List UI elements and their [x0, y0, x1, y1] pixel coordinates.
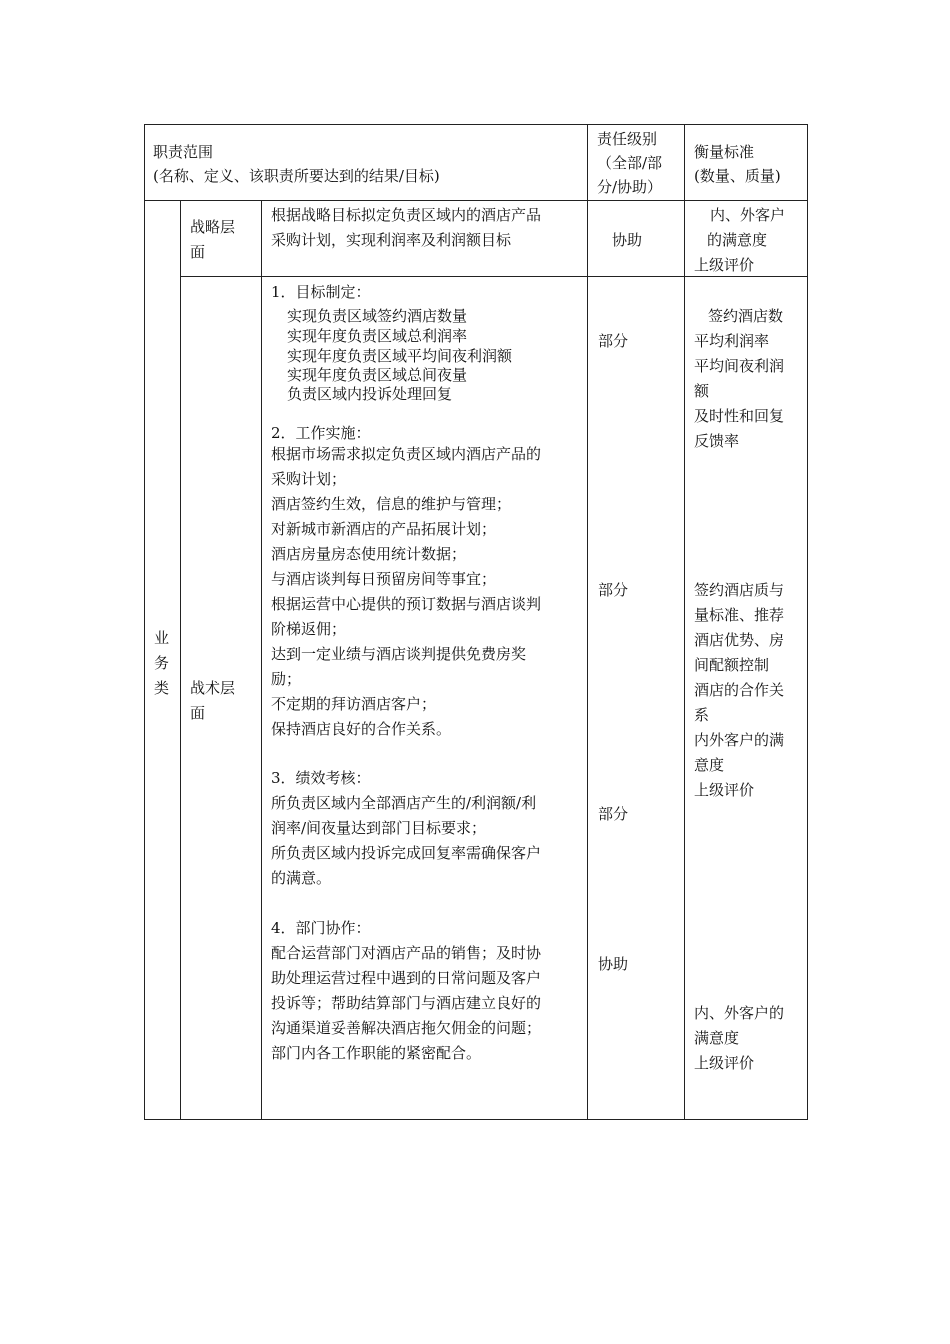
- section1-item: 实现负责区域签约酒店数量: [287, 307, 468, 325]
- strategy-description: 采购计划，实现利润率及利润额目标: [271, 231, 512, 249]
- section2-line: 阶梯返佣；: [271, 620, 347, 638]
- measure-item: 平均间夜利润: [694, 357, 785, 375]
- header-measure-title: 衡量标准: [694, 143, 755, 161]
- section4-line: 配合运营部门对酒店产品的销售；及时协: [271, 944, 542, 962]
- measure-item: 上级评价: [694, 1054, 755, 1072]
- responsibility-level: 部分: [598, 805, 629, 823]
- measure-item: 系: [694, 706, 710, 724]
- measure-item: 额: [694, 382, 710, 400]
- measure-item: 签约酒店质与: [694, 581, 785, 599]
- section4-line: 投诉等；帮助结算部门与酒店建立良好的: [271, 994, 542, 1012]
- measure-item: 反馈率: [694, 432, 740, 450]
- strategy-description: 根据战略目标拟定负责区域内的酒店产品: [271, 206, 542, 224]
- tactics-layer-label: 战术层: [190, 679, 236, 697]
- section1-item: 实现年度负责区域总利润率: [287, 327, 468, 345]
- section4-line: 部门内各工作职能的紧密配合。: [271, 1044, 482, 1062]
- col-divider-level: [587, 124, 588, 1120]
- section3-line: 的满意。: [271, 869, 332, 887]
- responsibility-level: 部分: [598, 332, 629, 350]
- section2-line: 不定期的拜访酒店客户；: [271, 695, 437, 713]
- section-title: 3．绩效考核：: [271, 769, 371, 787]
- header-level-subtitle-1: （全部/部: [597, 154, 663, 172]
- section2-line: 酒店房量房态使用统计数据；: [271, 545, 467, 563]
- strategy-measure: 的满意度: [707, 231, 768, 249]
- section1-item: 负责区域内投诉处理回复: [287, 385, 453, 403]
- section1-item: 实现年度负责区域平均间夜利润额: [287, 347, 513, 365]
- category-char: 业: [154, 629, 170, 647]
- strategy-measure: 内、外客户: [710, 206, 786, 224]
- section3-line: 所负责区域内投诉完成回复率需确保客户: [271, 844, 542, 862]
- measure-item: 平均利润率: [694, 332, 770, 350]
- section2-line: 励；: [271, 670, 302, 688]
- strategy-layer-label: 面: [190, 243, 206, 261]
- header-scope-subtitle: (名称、定义、该职责所要达到的结果/目标): [153, 167, 440, 185]
- measure-item: 酒店优势、房: [694, 631, 785, 649]
- strategy-level: 协助: [612, 231, 643, 249]
- header-level-subtitle-2: 分/协助）: [597, 178, 663, 196]
- section2-line: 根据运营中心提供的预订数据与酒店谈判: [271, 595, 542, 613]
- section4-line: 助处理运营过程中遇到的日常问题及客户: [271, 969, 542, 987]
- section3-line: 润率/间夜量达到部门目标要求；: [271, 819, 487, 837]
- measure-item: 间配额控制: [694, 656, 770, 674]
- measure-item: 及时性和回复: [694, 407, 785, 425]
- section2-line: 根据市场需求拟定负责区域内酒店产品的: [271, 445, 542, 463]
- responsibility-level: 协助: [598, 955, 629, 973]
- responsibility-level: 部分: [598, 581, 629, 599]
- section2-line: 对新城市新酒店的产品拓展计划；: [271, 520, 497, 538]
- section-title: 2．工作实施：: [271, 424, 371, 442]
- strategy-measure: 上级评价: [694, 256, 755, 274]
- section2-line: 保持酒店良好的合作关系。: [271, 720, 452, 738]
- category-char: 类: [154, 679, 170, 697]
- header-scope-title: 职责范围: [153, 143, 214, 161]
- section2-line: 酒店签约生效，信息的维护与管理；: [271, 495, 512, 513]
- measure-item: 意度: [694, 756, 725, 774]
- section2-line: 达到一定业绩与酒店谈判提供免费房奖: [271, 645, 527, 663]
- row-divider-header: [144, 200, 808, 201]
- measure-item: 上级评价: [694, 781, 755, 799]
- strategy-layer-label: 战略层: [190, 218, 236, 236]
- section4-line: 沟通渠道妥善解决酒店拖欠佣金的问题；: [271, 1019, 542, 1037]
- measure-item: 酒店的合作关: [694, 681, 785, 699]
- measure-item: 满意度: [694, 1029, 740, 1047]
- measure-item: 内外客户的满: [694, 731, 785, 749]
- measure-item: 量标准、推荐: [694, 606, 785, 624]
- header-level-title: 责任级别: [597, 130, 658, 148]
- header-measure-subtitle: (数量、质量): [694, 167, 781, 185]
- section1-item: 实现年度负责区域总间夜量: [287, 366, 468, 384]
- section-title: 1．目标制定：: [271, 283, 371, 301]
- measure-item: 签约酒店数: [708, 307, 784, 325]
- section3-line: 所负责区域内全部酒店产生的/利润额/利: [271, 794, 537, 812]
- col-divider-category: [180, 200, 181, 1120]
- measure-item: 内、外客户的: [694, 1004, 785, 1022]
- col-divider-layer: [261, 200, 262, 1120]
- category-char: 务: [154, 654, 170, 672]
- section2-line: 采购计划；: [271, 470, 347, 488]
- section-title: 4．部门协作：: [271, 919, 371, 937]
- tactics-layer-label: 面: [190, 704, 206, 722]
- col-divider-measure: [684, 124, 685, 1120]
- section2-line: 与酒店谈判每日预留房间等事宜；: [271, 570, 497, 588]
